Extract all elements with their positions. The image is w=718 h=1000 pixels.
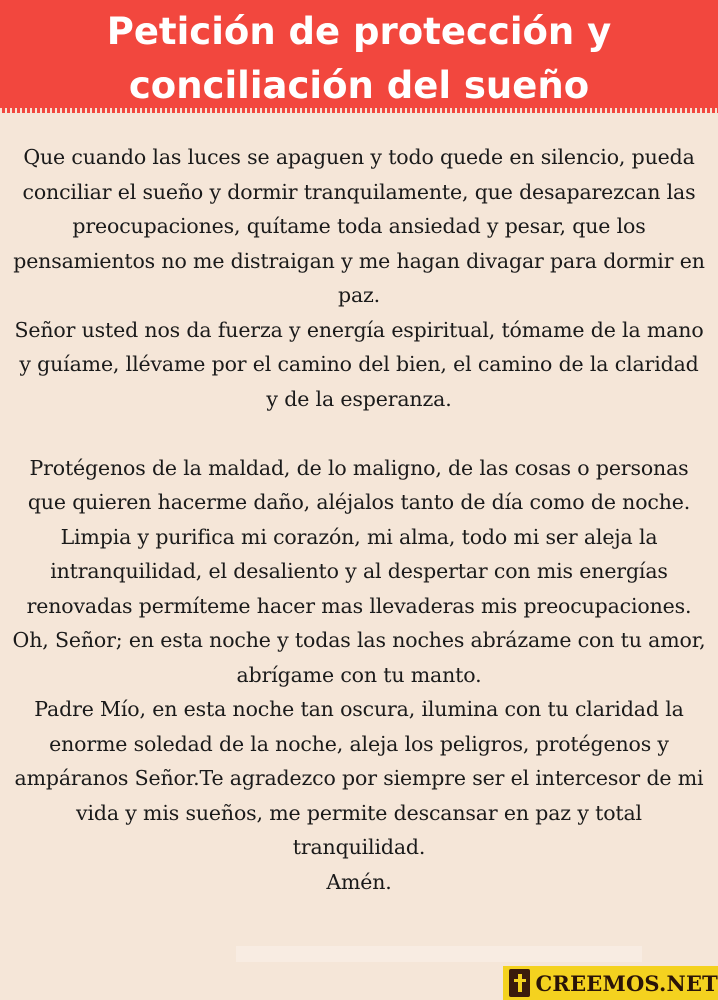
bible-cross-icon	[509, 969, 530, 997]
prayer-paragraph: Señor usted nos da fuerza y energía espiritual, tómame de la mano y guíame, llévame por el camino del bien, el camino de la claridad y de la esperanza.	[14, 317, 704, 411]
prayer-paragraph: Que cuando las luces se apaguen y todo quede en silencio, pueda conciliar el sueño y dormir tranquilamente, que desaparezcan las preocupaciones, quítame toda ansiedad y pesar, que los pensamientos no me distraigan y me hagan divagar para dormir en paz.	[13, 145, 705, 307]
prayer-paragraph: Oh, Señor; en esta noche y todas las noches abrázame con tu amor, abrígame con tu manto.	[12, 628, 706, 687]
brand-logo[interactable]	[503, 966, 718, 1000]
paragraph-spacer	[12, 416, 706, 451]
prayer-paragraph: Padre Mío, en esta noche tan oscura, ilumina con tu claridad la enorme soledad de la noche, aleja los peligros, protégenos y ampáranos Señor.Te agradezco por siempre ser el intercesor de mi vida y mis sueños, me permite descansar en paz y total tranquilidad.	[14, 697, 704, 859]
prayer-paragraph: Protégenos de la maldad, de lo maligno, de las cosas o personas que quieren hacerme daño, aléjalos tanto de día como de noche. Limpia y purifica mi corazón, mi alma, todo mi ser aleja la intranquilidad, el desaliento y al despertar con mis energías renovadas permíteme hacer mas llevaderas mis preocupaciones.	[26, 455, 692, 618]
title-banner	[0, 0, 718, 113]
footer-band	[236, 946, 642, 962]
brand-name: CREEMOS.NET	[535, 970, 718, 996]
page-title: Petición de protección y conciliación del sueño	[106, 10, 612, 107]
prayer-body	[12, 140, 706, 899]
prayer-closing: Amén.	[326, 869, 392, 894]
